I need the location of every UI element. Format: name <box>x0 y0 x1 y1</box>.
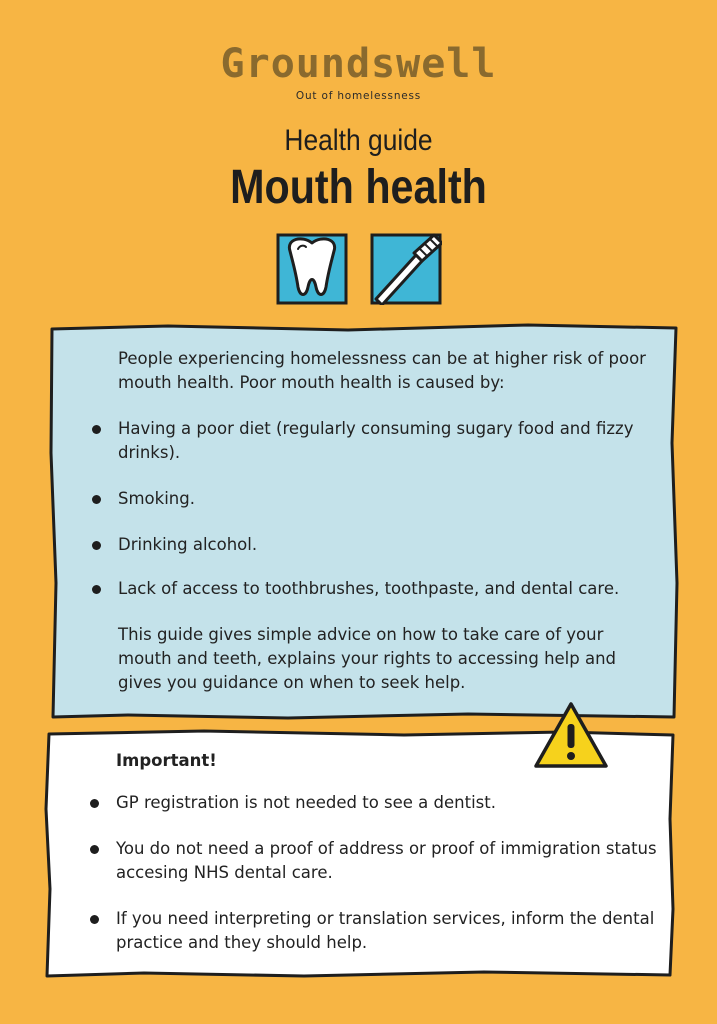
brand-tagline: Out of homelessness <box>295 90 422 102</box>
important-panel-content <box>116 749 664 955</box>
list-item-text: GP registration is not needed to see a dentist. <box>116 793 496 812</box>
bullet-icon <box>92 425 101 434</box>
list-item <box>118 577 658 601</box>
brand-header <box>0 40 717 102</box>
intro-paragraph: People experiencing homelessness can be at higher risk of poor mouth health. Poor mouth health is caused by: <box>118 349 646 392</box>
list-item-text: You do not need a proof of address or proof of immigration status accesing NHS dental care. <box>116 839 657 882</box>
brand-logo-text: Groundswell <box>220 41 497 87</box>
bullet-icon <box>90 845 99 854</box>
list-item-text: Smoking. <box>118 489 195 508</box>
bullet-icon <box>92 585 101 594</box>
bullet-icon <box>90 915 99 924</box>
list-item <box>118 487 658 511</box>
list-item-text: Having a poor diet (regularly consuming sugary food and fizzy drinks). <box>118 419 634 462</box>
list-item <box>118 417 658 465</box>
tooth-icon <box>276 233 348 305</box>
list-item-text: Drinking alcohol. <box>118 535 258 554</box>
guide-subtitle: Health guide <box>284 124 433 157</box>
warning-icon <box>533 700 609 770</box>
list-item-text: If you need interpreting or translation services, inform the dental practice and they should help. <box>116 909 655 952</box>
page-title: Mouth health <box>230 161 487 214</box>
bullet-icon <box>92 541 101 550</box>
important-list <box>116 791 664 955</box>
list-item <box>116 837 664 885</box>
list-item <box>116 791 664 815</box>
causes-list <box>118 417 658 601</box>
list-item-text: Lack of access to toothbrushes, toothpaste, and dental care. <box>118 579 620 598</box>
bullet-icon <box>90 799 99 808</box>
important-heading: Important! <box>116 751 217 770</box>
list-item <box>116 907 664 955</box>
info-panel-content <box>118 347 658 695</box>
list-item <box>118 533 658 557</box>
toothbrush-icon <box>370 233 442 305</box>
info-panel <box>48 323 680 721</box>
outro-paragraph: This guide gives simple advice on how to take care of your mouth and teeth, explains your rights to accessing help and gives you guidance on when to seek help. <box>118 625 617 692</box>
bullet-icon <box>92 495 101 504</box>
